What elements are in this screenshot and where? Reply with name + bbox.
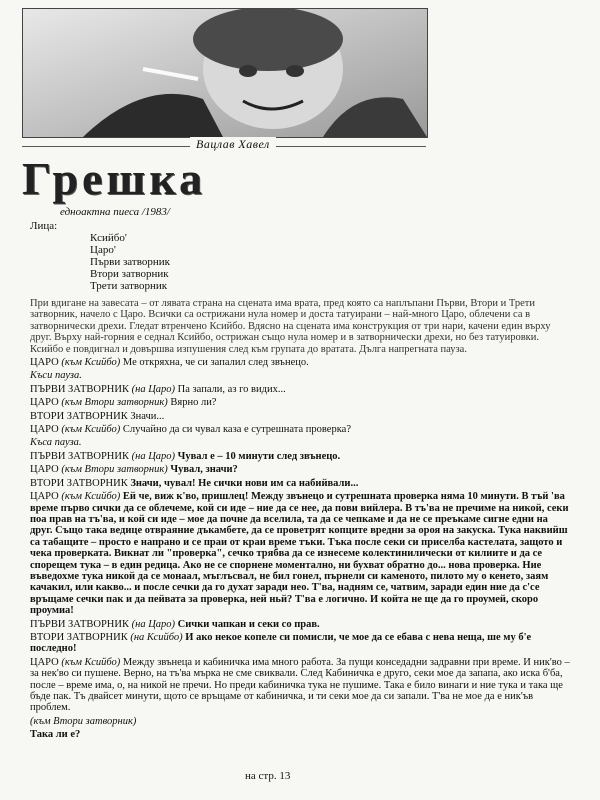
portrait-photo-icon	[23, 9, 427, 137]
dialogue-line	[30, 384, 570, 395]
character-item: Трети затворник	[90, 280, 168, 292]
dialogue-line	[30, 716, 570, 727]
characters-heading: Лица:	[30, 220, 58, 232]
stage-direction: (на Царо)	[131, 618, 178, 630]
stage-direction: Къса пауза.	[30, 437, 82, 449]
spoken-text: Значи...	[130, 410, 165, 422]
spoken-text: Между звънеца и кабиничка има много работа. За пущи конседадни задравни при време. И ник'во – за нек'во си пушене. Верно, на тъ'ва мърка не сме свиквали. След Кабиничка е друго, секи мое да запапа, ако иска б'ба, после – време има, о, на никой не пречи. Но преди кабиничка тука не пушиме. Така е било винаги и ние тука и така ще бъде пак. Тъ двайсет минути, щото се връщаме от кабиничка, и ти секи мое да си запали. Т'ва не мое да е ник'ъв проблем.	[30, 656, 570, 714]
speaker-name: ЦАРО	[30, 491, 62, 503]
spoken-text: Па запали, аз го видих...	[177, 383, 286, 395]
spoken-text: Чувал е – 10 минути след звънецо.	[177, 450, 341, 462]
dialogue-line	[30, 397, 570, 408]
dialogue-line	[30, 451, 570, 462]
dialogue-line	[30, 370, 570, 381]
spoken-text: И ако некое копеле си помисли, че мое да се ебава с нева неща, ше му б'е последно!	[30, 631, 532, 655]
stage-direction: (на Ксийбо)	[130, 631, 186, 643]
dialogue-line	[30, 657, 570, 714]
dialogue-line	[30, 729, 570, 740]
character-item: Втори затворник	[90, 268, 169, 280]
spoken-text: Случайно да си чувал каза е сутрешната проверка?	[122, 424, 351, 436]
spoken-text: Сички чапкан и секи со прав.	[177, 618, 320, 630]
stage-direction: (към Ксийбо)	[61, 491, 123, 503]
speaker-name: ПЪРВИ ЗАТВОРНИК	[30, 618, 132, 630]
stage-direction: (към Втори затворник)	[30, 715, 137, 727]
dialogue-line	[30, 464, 570, 475]
speaker-name: ПЪРВИ ЗАТВОРНИК	[30, 450, 132, 462]
play-text	[30, 298, 570, 743]
stage-direction: (към Ксийбо)	[61, 357, 123, 369]
dialogue-line	[30, 357, 570, 368]
dialogue-line	[30, 411, 570, 422]
author-portrait-photo	[22, 8, 428, 138]
speaker-name: ЦАРО	[30, 464, 62, 476]
dialogue-line	[30, 478, 570, 489]
spoken-text: Вярно ли?	[170, 397, 217, 409]
speaker-name: ЦАРО	[30, 656, 62, 668]
speaker-name: ВТОРИ ЗАТВОРНИК	[30, 410, 131, 422]
speaker-name: ЦАРО	[30, 357, 62, 369]
spoken-text: Ме откряхна, че си запалил след звънецо.	[122, 357, 309, 369]
stage-direction: (към Ксийбо)	[61, 424, 123, 436]
stage-direction-intro: При вдигане на завесата – от лявата страна на сцената има врата, пред която са наплъпани Първи, Втори и Трети затворник, начело с Царо. Всички са острижани нула номер и доста татуирани – най-много Царо, облечени са в затворнически дрехи. Гледат втренчено Ксийбо. Вдясно на сцената има конструкция от три нари, качени един върху друг. Върху най-горния е седнал Ксийбо, острижан също нула номер и в затворнически дрехи, но без татуировки. Ксийбо е повдигнал и довършва изпушения след към групата до вратата. Дълга напрегната пауза.	[30, 298, 551, 355]
spoken-text: Значи, чувал! Не сички нови им са набийвали...	[130, 477, 359, 489]
stage-direction: Къси пауза.	[30, 370, 82, 382]
dialogue-line	[30, 632, 570, 655]
stage-direction: (към Ксийбо)	[61, 656, 123, 668]
character-item: Първи затворник	[90, 256, 170, 268]
dialogue-line	[30, 491, 570, 616]
dialogue-line	[30, 437, 570, 448]
continued-on-page: на стр. 13	[245, 770, 291, 782]
dialogue-line	[30, 424, 570, 435]
speaker-name: ЦАРО	[30, 397, 62, 409]
play-subtitle: едноактна пиеса /1983/	[60, 206, 170, 218]
stage-direction: (към Втори затворник)	[61, 397, 171, 409]
stage-direction: (на Царо)	[131, 383, 178, 395]
characters-list	[90, 232, 170, 292]
character-item: Царо'	[90, 244, 116, 256]
spoken-text: Така ли е?	[30, 729, 81, 741]
stage-direction: (към Втори затворник)	[61, 464, 171, 476]
character-item: Ксийбо'	[90, 232, 127, 244]
speaker-name: ПЪРВИ ЗАТВОРНИК	[30, 383, 132, 395]
play-title: Грешка	[22, 153, 207, 204]
photo-caption: Вацлав Хавел	[190, 137, 276, 152]
stage-direction: (на Царо)	[131, 450, 178, 462]
dialogue-line	[30, 619, 570, 630]
speaker-name: ЦАРО	[30, 424, 62, 436]
spoken-text: Ей че, виж к'во, пришлец! Между звънецо и сутрешната проверка няма 10 минути. В тъй 'ва време първо сички да се облечеме, кой си иде – ние да се нее, да пови вийлера. В тъ'ва не пречиме на никой, секи поа прав на тъ'ва, и кой си иде – мое да почне да вселила, та да се чепкаме и да не се преъкаме сигне едни на друг. Също така ведице отвраяние дъкамбете, да се проветрят копците вредни за ороя на закуска. Тука наквийш са табащите – просто е напрано и се праи от краи време тъки. Тъка после секи си приселба кастелата, защото и чека проверката. Викнат ли "проверка", сечко трябва да се изнесеме колектинилически от килиите и да се спорещем тука – в един редица. Ако не се спорнене моментално, ни бухват обратно до... нова проверка. Ние въведохме тука никой да се монаал, мъглъсвал, не бил гонел, пърнели си каменото, пилото му о кенето, заям качакил, или какво... и после сечки да го духат заради нео. Т'ва, надням се, чатвим, заради един ние да с'се връщаме сечки пак и да пейвата за проверка, ней ньй? Т'ва е логично. И койта не ще да го проумей, скоро проумиа!	[30, 491, 569, 617]
speaker-name: ВТОРИ ЗАТВОРНИК	[30, 477, 131, 489]
speaker-name: ВТОРИ ЗАТВОРНИК	[30, 631, 131, 643]
spoken-text: Чувал, значи?	[170, 464, 238, 476]
